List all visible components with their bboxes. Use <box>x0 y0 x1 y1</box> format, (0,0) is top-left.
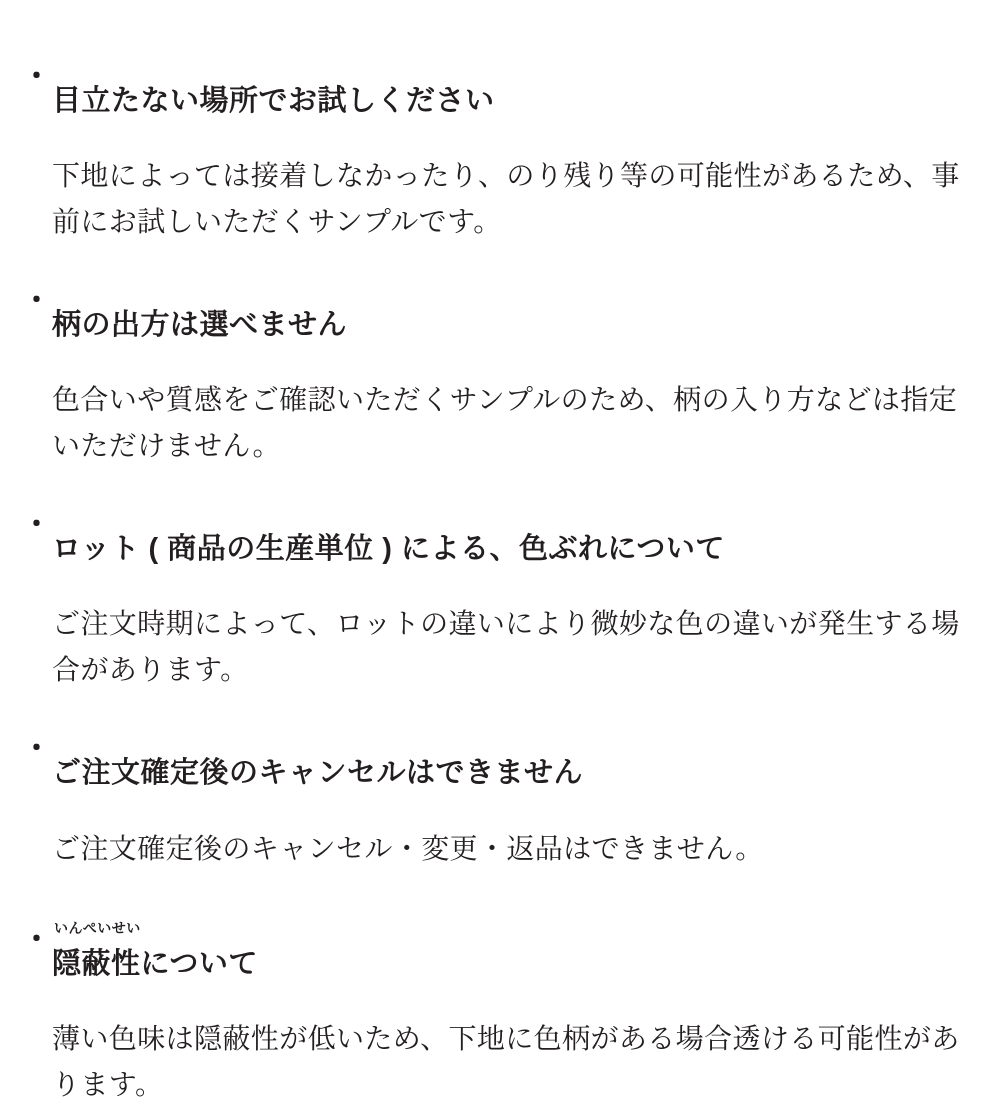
bullet-icon: ・ <box>22 923 52 956</box>
section-heading: ロット ( 商品の生産単位 ) による、色ぶれについて <box>52 533 725 566</box>
section-heading: 柄の出方は選べません <box>52 309 348 342</box>
bullet-icon: ・ <box>22 509 52 542</box>
heading-row <box>22 503 972 595</box>
heading-row <box>22 727 972 819</box>
notice-section-5 <box>22 918 972 1108</box>
section-heading: ご注文確定後のキャンセルはできません <box>52 757 584 790</box>
notice-section-1 <box>22 55 972 245</box>
section-body: 薄い色味は隠蔽性が低いため、下地に色柄がある場合透ける可能性があります。 <box>52 1022 960 1100</box>
section-body: ご注文時期によって、ロットの違いにより微妙な色の違いが発生する場合があります。 <box>52 608 960 686</box>
section-heading: 目立たない場所でお試しください <box>52 85 495 118</box>
heading-row <box>22 55 972 147</box>
heading-row <box>22 918 972 1010</box>
bullet-icon: ・ <box>22 61 52 93</box>
section-body: 色合いや質感をご確認いただくサンプルのため、柄の入り方などは指定いただけません。 <box>52 384 958 462</box>
notice-section-3 <box>22 503 972 693</box>
section-body: 下地によっては接着しなかったり、のり残り等の可能性があるため、事前にお試しいただくサンプルです。 <box>52 160 960 238</box>
heading-row <box>22 279 972 371</box>
section-heading <box>52 919 258 986</box>
bullet-icon: ・ <box>22 285 52 318</box>
ruby-annotation: いんぺいせい <box>54 919 141 936</box>
notice-section-4 <box>22 727 972 871</box>
notice-section-2 <box>22 279 972 469</box>
section-body: ご注文確定後のキャンセル・変更・返品はできません。 <box>52 832 764 864</box>
section-heading-text: 隠蔽性について <box>52 947 258 980</box>
bullet-icon: ・ <box>22 733 52 766</box>
